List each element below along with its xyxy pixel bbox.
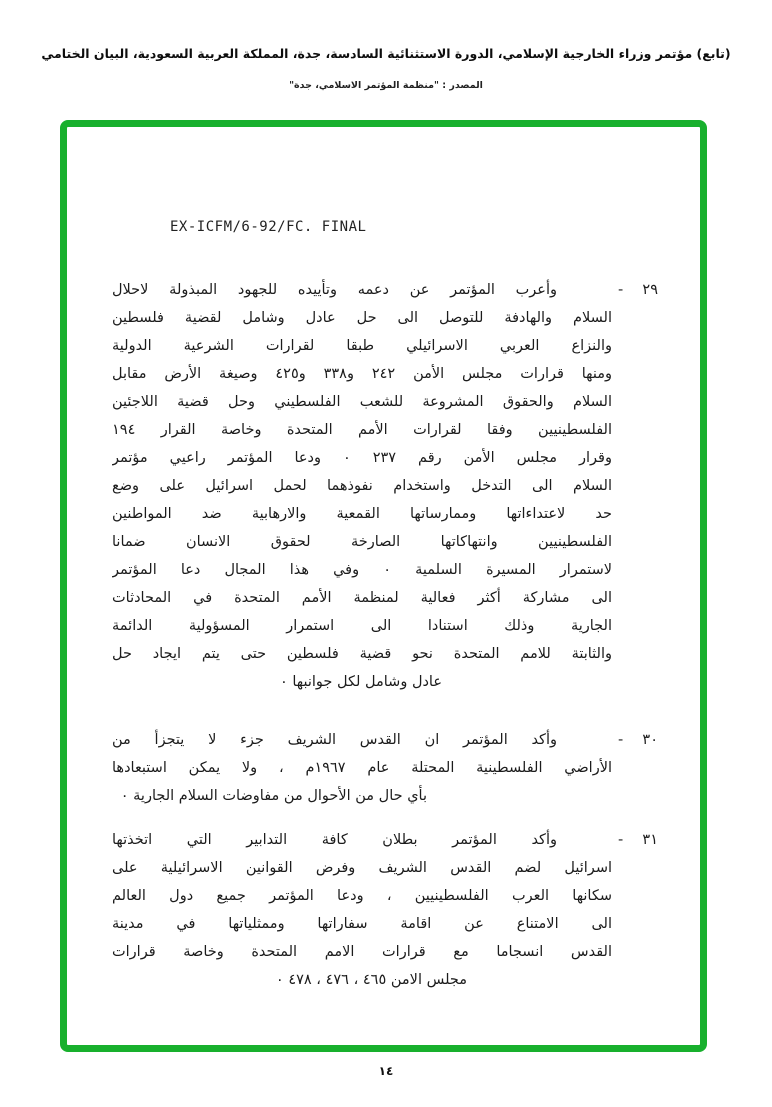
document-reference: EX-ICFM/6-92/FC. FINAL xyxy=(170,219,367,235)
text-line: بأي حال من الأحوال من مفاوضات السلام الجارية ٠ xyxy=(120,788,427,804)
text-line: والنزاع العربي الاسرائيلي طبقا لقرارات الشرعية الدولية xyxy=(112,338,612,354)
header-title: (تابع) مؤتمر وزراء الخارجية الإسلامي، الدورة الاستثنائية السادسة، جدة، المملكة العربية السعودية، البيان الختامي xyxy=(41,46,731,61)
text-line: السلام والحقوق المشروعة للشعب الفلسطيني وحل قضية اللاجئين xyxy=(112,394,612,410)
text-line: وأعرب المؤتمر عن دعمه وتأييده للجهود المبذولة لاحلال xyxy=(112,282,557,298)
text-line: ومنها قرارات مجلس الأمن ٢٤٢ و٣٣٨ و٤٢٥ وصيغة الأرض مقابل xyxy=(112,366,612,382)
paragraph-30 xyxy=(112,726,658,810)
paragraph-body xyxy=(112,826,612,994)
text-line: والثابتة للامم المتحدة نحو قضية فلسطين حتى يتم ايجاد حل xyxy=(112,646,612,662)
paragraph-number: ٣٠ xyxy=(642,732,658,748)
text-line: عادل وشامل لكل جوانبها ٠ xyxy=(279,674,442,690)
text-line: القدس انسجاما مع قرارات الامم المتحدة وخاصة قرارات xyxy=(112,944,612,960)
text-line: السلام الى التدخل واستخدام نفوذهما لحمل اسرائيل على وضع xyxy=(112,478,612,494)
text-line: وأكد المؤتمر بطلان كافة التدابير التي اتخذتها xyxy=(112,832,557,848)
text-line: السلام والهادفة للتوصل الى حل عادل وشامل لقضية فلسطين xyxy=(112,310,612,326)
text-line: الأراضي الفلسطينية المحتلة عام ١٩٦٧م ، ولا يمكن استبعادها xyxy=(112,760,612,776)
paragraph-number: ٢٩ xyxy=(642,282,658,298)
text-line: سكانها العرب الفلسطينيين ، ودعا المؤتمر جميع دول العالم xyxy=(112,888,612,904)
paragraph-number-block xyxy=(618,826,658,994)
paragraph-number-block xyxy=(618,276,658,696)
paragraph-29 xyxy=(112,276,658,696)
text-line: وقرار مجلس الأمن رقم ٢٣٧ ٠ ودعا المؤتمر راعيي مؤتمر xyxy=(112,450,612,466)
paragraph-number-block xyxy=(618,726,658,810)
paragraph-dash: - xyxy=(618,832,624,848)
text-line: الجارية وذلك استنادا الى استمرار المسؤولية الدائمة xyxy=(112,618,612,634)
text-line: الى الامتناع عن اقامة سفاراتها وممثلياتها في مدينة xyxy=(112,916,612,932)
text-line: الفلسطينيين وانتهاكاتها الصارخة لحقوق الانسان ضمانا xyxy=(112,534,612,550)
paragraph-dash: - xyxy=(618,732,624,748)
paragraph-31 xyxy=(112,826,658,994)
text-line: الفلسطينيين وفقا لقرارات الأمم المتحدة وخاصة القرار ١٩٤ xyxy=(112,422,612,438)
text-line: الى مشاركة أكثر فعالية لمنظمة الأمم المتحدة في المحادثات xyxy=(112,590,612,606)
paragraph-body xyxy=(112,726,612,810)
text-line: اسرائيل لضم القدس الشريف وفرض القوانين الاسرائيلية على xyxy=(112,860,612,876)
paragraph-body xyxy=(112,276,612,696)
header-source: المصدر : "منظمة المؤتمر الاسلامي، جدة" xyxy=(289,80,483,91)
page-number: ١٤ xyxy=(378,1064,394,1078)
text-line: وأكد المؤتمر ان القدس الشريف جزء لا يتجزأ من xyxy=(112,732,557,748)
paragraph-dash: - xyxy=(618,282,624,298)
text-line: حد لاعتداءاتها وممارساتها القمعية والارهابية ضد المواطنين xyxy=(112,506,612,522)
paragraph-number: ٣١ xyxy=(642,832,658,848)
text-line: لاستمرار المسيرة السلمية ٠ وفي هذا المجال دعا المؤتمر xyxy=(112,562,612,578)
text-line: مجلس الامن ٤٦٥ ، ٤٧٦ ، ٤٧٨ ٠ xyxy=(275,972,467,988)
